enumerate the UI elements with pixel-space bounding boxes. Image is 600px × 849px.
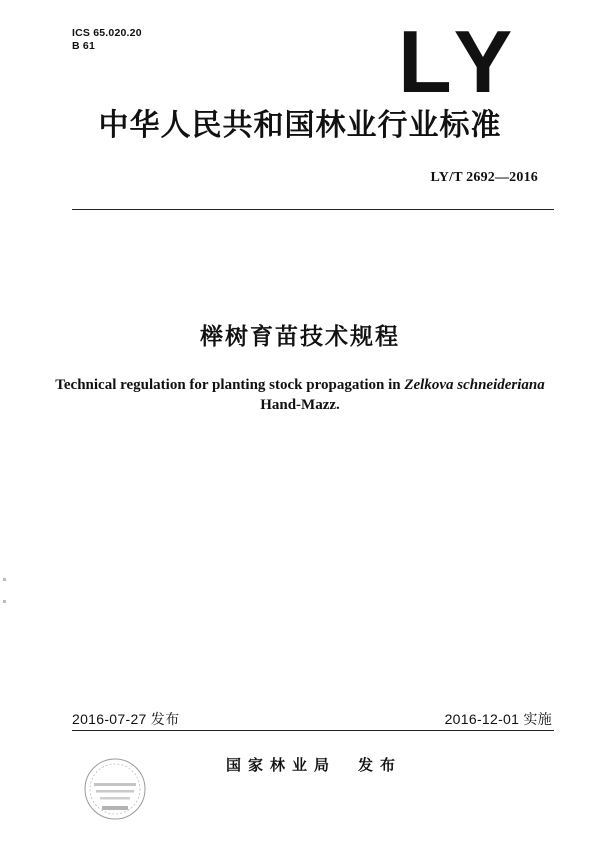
- ccs-code: B 61: [72, 40, 95, 52]
- english-title-line-1: [40, 375, 560, 395]
- classification-codes: [72, 27, 142, 53]
- publisher-line: [226, 754, 402, 775]
- stamp-seal-icon: [80, 755, 150, 825]
- issue-date: 2016-07-27 发布: [72, 711, 180, 727]
- ics-code: ICS 65.020.20: [72, 27, 142, 39]
- publisher-name: 国家林业局: [226, 756, 337, 774]
- english-title-prefix: Technical regulation for planting stock propagation in: [55, 377, 405, 393]
- species-author: Hand-Mazz.: [260, 397, 340, 413]
- ly-logo: LY: [398, 12, 523, 111]
- english-title: [40, 375, 560, 415]
- chinese-title: 榉树育苗技术规程: [200, 324, 400, 350]
- standard-type-title: 中华人民共和国林业行业标准: [98, 108, 502, 143]
- bottom-divider: [72, 730, 554, 731]
- margin-mark: [3, 578, 6, 581]
- implementation-date: 2016-12-01 实施: [444, 711, 552, 727]
- margin-mark: [3, 600, 6, 603]
- top-divider: [72, 209, 554, 210]
- publish-label: 发布: [358, 756, 403, 774]
- species-name: Zelkova schneideriana: [404, 377, 545, 393]
- standard-number: LY/T 2692—2016: [430, 170, 538, 185]
